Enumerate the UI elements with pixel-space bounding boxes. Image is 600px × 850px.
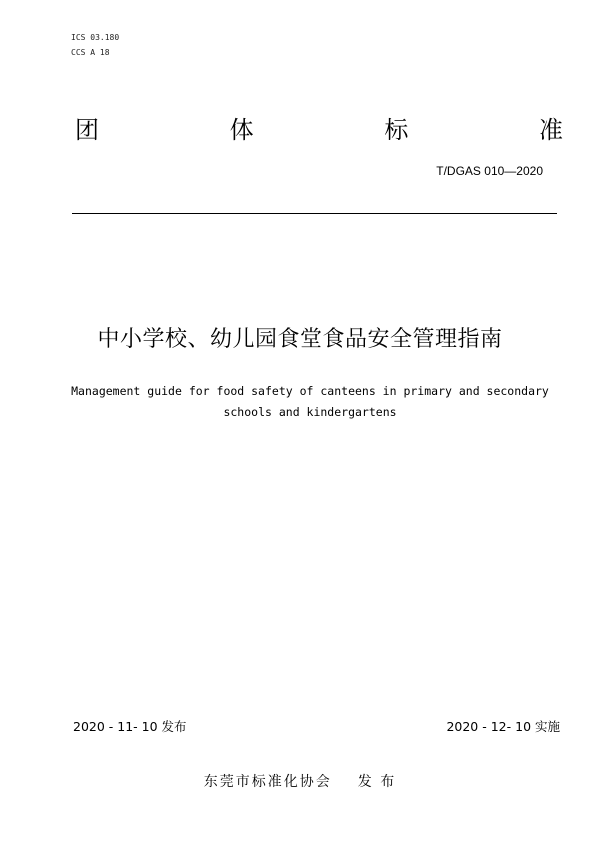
ccs-code: CCS A 18: [71, 48, 110, 57]
title-english-line: schools and kindergartens: [223, 405, 397, 419]
classification-codes: [71, 30, 119, 60]
standard-type-char: 准: [538, 116, 563, 144]
publisher-line: [0, 772, 600, 792]
publish-action: 发 布: [357, 774, 397, 790]
header-divider: [72, 213, 557, 214]
issue-date: 2020 - 11- 10 发布: [73, 719, 187, 734]
standard-type-char: 标: [384, 116, 409, 144]
publisher-name: 东莞市标准化协会: [203, 774, 332, 790]
standard-type-char: 体: [229, 116, 254, 144]
standard-number: T/DGAS 010—2020: [436, 164, 543, 178]
standard-type-heading: [75, 112, 563, 148]
document-title-english: [40, 381, 580, 423]
implementation-date: 2020 - 12- 10 实施: [446, 719, 560, 734]
standard-type-char: 团: [75, 116, 99, 144]
ics-code: ICS 03.180: [71, 33, 120, 42]
document-title-chinese: 中小学校、幼儿园食堂食品安全管理指南: [97, 327, 503, 352]
title-english-line: Management guide for food safety of canteens in primary and secondary: [71, 384, 549, 398]
